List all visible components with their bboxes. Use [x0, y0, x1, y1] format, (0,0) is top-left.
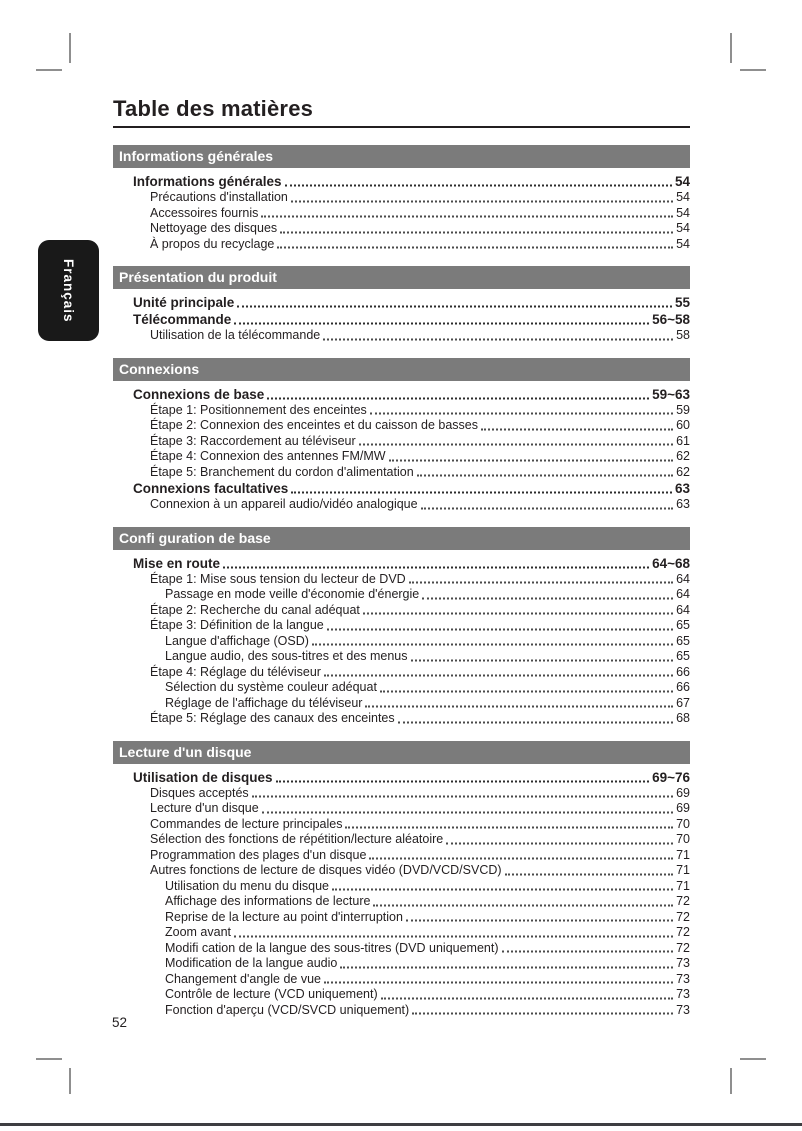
- entry-label: Connexions de base: [133, 386, 265, 402]
- dot-leader: [323, 338, 673, 340]
- dot-leader: [502, 951, 674, 953]
- dot-leader: [291, 200, 673, 202]
- dot-leader: [406, 920, 673, 922]
- entry-page-number: 62: [676, 464, 690, 479]
- entry-label: Programmation des plages d'un disque: [150, 847, 367, 862]
- toc-entry: [113, 497, 690, 513]
- toc-entry: [113, 972, 690, 988]
- entry-page-number: 54: [676, 205, 690, 220]
- dot-leader: [261, 216, 673, 218]
- toc-entry: [113, 434, 690, 450]
- dot-leader: [237, 306, 672, 308]
- toc-entry: [113, 941, 690, 957]
- toc-section: [113, 741, 690, 1019]
- entry-page-number: 66: [676, 680, 690, 694]
- section-header-bar: Lecture d'un disque: [113, 741, 690, 764]
- entry-label: Commandes de lecture principales: [150, 816, 343, 831]
- toc-entry: [113, 237, 690, 253]
- dot-leader: [380, 690, 673, 692]
- toc-entry: [113, 294, 690, 311]
- toc-section: [113, 145, 690, 252]
- entry-page-number: 60: [676, 418, 690, 432]
- toc-entry: [113, 879, 690, 895]
- toc-entry: [113, 649, 690, 665]
- entry-page-number: 59: [676, 402, 690, 417]
- toc-entry: [113, 1003, 690, 1019]
- title-rule: [113, 126, 690, 128]
- dot-leader: [340, 966, 673, 968]
- toc-entry: [113, 311, 690, 328]
- entry-label: Étape 4: Réglage du téléviseur: [150, 664, 321, 679]
- dot-leader: [332, 889, 673, 891]
- entry-page-number: 70: [676, 816, 690, 831]
- toc-entry: [113, 769, 690, 786]
- toc-entry: [113, 587, 690, 603]
- dot-leader: [234, 935, 673, 937]
- entry-label: Langue d'affichage (OSD): [165, 633, 309, 648]
- crop-mark-top-right-vertical: [730, 33, 732, 63]
- entry-page-number: 56~58: [652, 312, 690, 327]
- toc-entry: [113, 711, 690, 727]
- entry-page-number: 64: [676, 602, 690, 617]
- toc-entry: [113, 786, 690, 802]
- entry-label: Nettoyage des disques: [150, 221, 278, 235]
- entry-page-number: 54: [676, 190, 690, 204]
- page-title: Table des matières: [113, 96, 314, 121]
- toc-entry: [113, 634, 690, 650]
- entry-page-number: 64~68: [652, 555, 690, 571]
- section-header-bar: Confi guration de base: [113, 527, 690, 550]
- entry-label: Changement d'angle de vue: [165, 971, 321, 986]
- entry-label: Passage en mode veille d'économie d'énergie: [165, 587, 420, 601]
- dot-leader: [481, 428, 673, 430]
- language-tab: [38, 240, 99, 341]
- entry-label: Modification de la langue audio: [165, 956, 338, 970]
- entry-page-number: 69: [676, 785, 690, 800]
- entry-page-number: 72: [676, 940, 690, 955]
- toc-entry: [113, 894, 690, 910]
- toc-entry: [113, 465, 690, 481]
- entry-label: Fonction d'aperçu (VCD/SVCD uniquement): [165, 1002, 410, 1017]
- toc-page: [113, 97, 690, 1032]
- entry-page-number: 73: [676, 1002, 690, 1017]
- toc-entry: [113, 403, 690, 419]
- dot-leader: [381, 997, 673, 999]
- entry-label: Sélection du système couleur adéquat: [165, 680, 377, 694]
- entry-label: Informations générales: [133, 174, 282, 189]
- entry-label: Autres fonctions de lecture de disques vidéo (DVD/VCD/SVCD): [150, 863, 502, 877]
- entry-label: Affichage des informations de lecture: [165, 894, 371, 908]
- entry-label: Contrôle de lecture (VCD uniquement): [165, 987, 378, 1001]
- entry-page-number: 63: [676, 497, 690, 511]
- entry-label: Mise en route: [133, 555, 221, 571]
- toc-entry: [113, 618, 690, 634]
- dot-leader: [262, 811, 673, 813]
- toc-entry: [113, 206, 690, 222]
- toc-entry: [113, 987, 690, 1003]
- crop-mark-bottom-left-vertical: [69, 1068, 71, 1094]
- dot-leader: [280, 231, 673, 233]
- crop-mark-top-left-vertical: [69, 33, 71, 63]
- entry-page-number: 54: [676, 221, 690, 235]
- dot-leader: [363, 613, 673, 615]
- dot-leader: [267, 397, 649, 399]
- entry-label: Étape 5: Branchement du cordon d'alimentation: [150, 464, 414, 479]
- entry-page-number: 63: [674, 481, 690, 496]
- entry-page-number: 71: [676, 847, 690, 862]
- entry-label: Précautions d'installation: [150, 190, 288, 204]
- dot-leader: [285, 185, 672, 187]
- entry-label: Étape 2: Recherche du canal adéquat: [150, 602, 360, 617]
- dot-leader: [276, 780, 650, 782]
- dot-leader: [417, 475, 673, 477]
- dot-leader: [421, 507, 674, 509]
- entry-page-number: 72: [676, 925, 690, 939]
- toc-entry: [113, 848, 690, 864]
- section-header-bar: Présentation du produit: [113, 266, 690, 289]
- entry-page-number: 64: [676, 571, 690, 586]
- entry-label: Étape 2: Connexion des enceintes et du caisson de basses: [150, 418, 478, 432]
- dot-leader: [291, 492, 672, 494]
- folio-page-number: 52: [112, 1015, 128, 1030]
- toc-entry: [113, 221, 690, 237]
- entry-label: Télécommande: [133, 312, 232, 327]
- entry-page-number: 61: [676, 433, 690, 448]
- toc-entry: [113, 386, 690, 403]
- entry-page-number: 73: [676, 971, 690, 986]
- dot-leader: [411, 659, 674, 661]
- dot-leader: [324, 675, 673, 677]
- entry-label: Étape 1: Positionnement des enceintes: [150, 402, 367, 417]
- entry-page-number: 65: [676, 649, 690, 663]
- dot-leader: [422, 597, 673, 599]
- dot-leader: [398, 721, 673, 723]
- toc-entry: [113, 665, 690, 681]
- entry-page-number: 54: [676, 236, 690, 251]
- entry-label: À propos du recyclage: [150, 236, 275, 251]
- dot-leader: [252, 796, 673, 798]
- toc-entry: [113, 173, 690, 190]
- dot-leader: [277, 247, 673, 249]
- dot-leader: [234, 323, 649, 325]
- entry-page-number: 62: [676, 449, 690, 463]
- toc-section: [113, 266, 690, 344]
- entry-page-number: 73: [676, 987, 690, 1001]
- toc-entry: [113, 910, 690, 926]
- entry-page-number: 71: [676, 863, 690, 877]
- bottom-rule: [0, 1123, 802, 1126]
- toc-entry: [113, 418, 690, 434]
- entry-page-number: 67: [676, 695, 690, 710]
- dot-leader: [324, 982, 673, 984]
- language-tab-label: Français: [61, 258, 76, 323]
- section-header-bar: Connexions: [113, 358, 690, 381]
- dot-leader: [345, 827, 673, 829]
- entry-label: Lecture d'un disque: [150, 801, 259, 815]
- entry-label: Zoom avant: [165, 925, 232, 939]
- dot-leader: [312, 644, 673, 646]
- entry-label: Réglage de l'affichage du téléviseur: [165, 695, 363, 710]
- entry-label: Étape 5: Réglage des canaux des enceintes: [150, 711, 395, 725]
- toc-entry: [113, 555, 690, 572]
- toc-section: [113, 527, 690, 727]
- entry-label: Reprise de la lecture au point d'interruption: [165, 909, 403, 924]
- entry-page-number: 72: [676, 909, 690, 924]
- entry-label: Connexions facultatives: [133, 481, 289, 496]
- section-header-bar: Informations générales: [113, 145, 690, 168]
- entry-label: Connexion à un appareil audio/vidéo analogique: [150, 497, 418, 511]
- dot-leader: [409, 582, 673, 584]
- entry-page-number: 73: [676, 956, 690, 970]
- entry-page-number: 69~76: [652, 769, 690, 785]
- entry-label: Étape 3: Raccordement au téléviseur: [150, 433, 356, 448]
- dot-leader: [327, 628, 673, 630]
- entry-page-number: 69: [676, 801, 690, 815]
- toc-entry: [113, 449, 690, 465]
- entry-label: Étape 4: Connexion des antennes FM/MW: [150, 449, 386, 463]
- entry-page-number: 65: [676, 633, 690, 648]
- crop-mark-bottom-left-horizontal: [36, 1058, 62, 1060]
- entry-page-number: 64: [676, 587, 690, 601]
- crop-mark-bottom-right-vertical: [730, 1068, 732, 1094]
- crop-mark-top-left-horizontal: [36, 69, 62, 71]
- dot-leader: [370, 413, 673, 415]
- dot-leader: [505, 873, 674, 875]
- entry-label: Disques acceptés: [150, 785, 249, 800]
- entry-label: Langue audio, des sous-titres et des menus: [165, 649, 408, 663]
- entry-label: Utilisation de la télécommande: [150, 328, 321, 342]
- entry-label: Étape 3: Définition de la langue: [150, 618, 324, 632]
- entry-label: Utilisation de disques: [133, 769, 273, 785]
- crop-mark-top-right-horizontal: [740, 69, 766, 71]
- dot-leader: [373, 904, 673, 906]
- toc-entry: [113, 925, 690, 941]
- entry-page-number: 55: [674, 295, 690, 310]
- dot-leader: [369, 858, 673, 860]
- toc-sections: [113, 145, 690, 1018]
- dot-leader: [446, 842, 673, 844]
- entry-page-number: 65: [676, 618, 690, 632]
- dot-leader: [389, 459, 674, 461]
- entry-label: Modifi cation de la langue des sous-titres (DVD uniquement): [165, 940, 499, 955]
- toc-entry: [113, 696, 690, 712]
- entry-label: Étape 1: Mise sous tension du lecteur de DVD: [150, 571, 406, 586]
- toc-entry: [113, 480, 690, 497]
- entry-label: Accessoires fournis: [150, 205, 259, 220]
- entry-page-number: 71: [676, 878, 690, 893]
- entry-label: Utilisation du menu du disque: [165, 878, 329, 893]
- dot-leader: [365, 706, 673, 708]
- dot-leader: [412, 1013, 673, 1015]
- entry-page-number: 59~63: [652, 386, 690, 402]
- toc-entry: [113, 817, 690, 833]
- toc-entry: [113, 328, 690, 344]
- toc-entry: [113, 863, 690, 879]
- entry-label: Sélection des fonctions de répétition/lecture aléatoire: [150, 832, 444, 846]
- entry-page-number: 72: [676, 894, 690, 908]
- toc-section: [113, 358, 690, 513]
- entry-page-number: 70: [676, 832, 690, 846]
- toc-entry: [113, 603, 690, 619]
- toc-entry: [113, 801, 690, 817]
- toc-entry: [113, 572, 690, 588]
- entry-label: Unité principale: [133, 295, 235, 310]
- toc-entry: [113, 680, 690, 696]
- toc-entry: [113, 190, 690, 206]
- entry-page-number: 68: [676, 711, 690, 725]
- dot-leader: [223, 566, 649, 568]
- toc-entry: [113, 956, 690, 972]
- entry-page-number: 66: [676, 664, 690, 679]
- toc-entry: [113, 832, 690, 848]
- entry-page-number: 54: [674, 174, 690, 189]
- dot-leader: [359, 444, 673, 446]
- entry-page-number: 58: [676, 328, 690, 342]
- crop-mark-bottom-right-horizontal: [740, 1058, 766, 1060]
